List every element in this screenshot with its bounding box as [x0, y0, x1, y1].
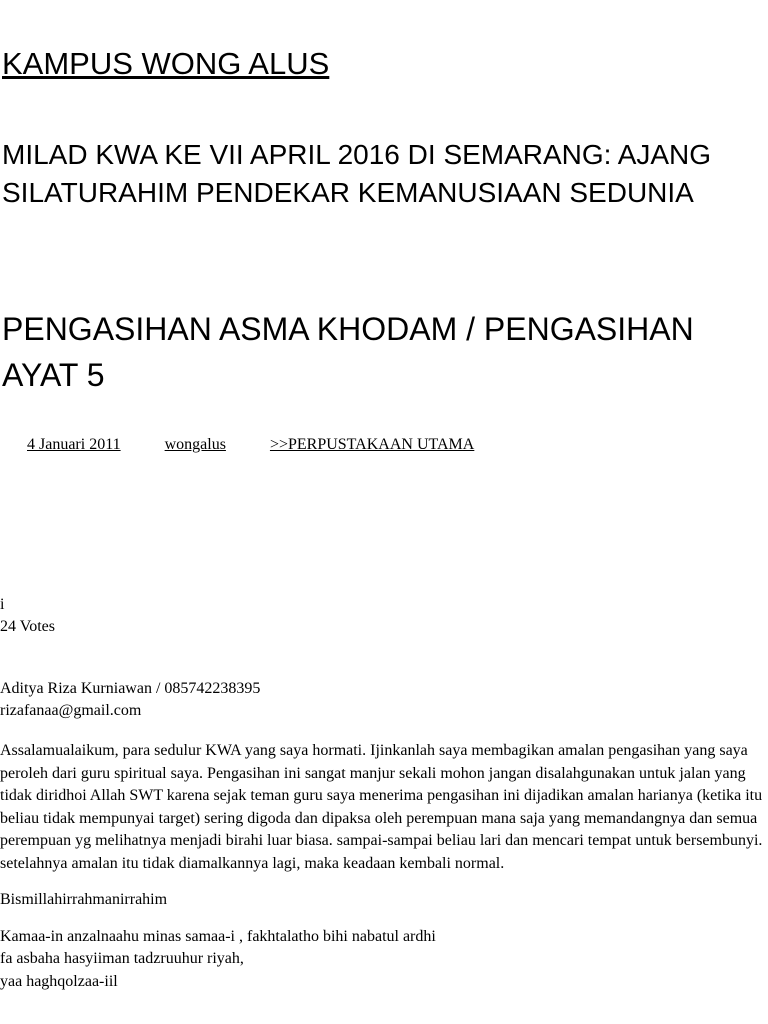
body-paragraph-basmalah: Bismillahirrahmanirrahim [0, 891, 168, 908]
verse-line: Kamaa-in anzalnaahu minas samaa-i , fakhtalatho bihi nabatul ardhi [0, 927, 436, 945]
rating-icon: i [0, 596, 5, 613]
site-title-link[interactable]: KAMPUS WONG ALUS [2, 46, 330, 81]
post-title: PENGASIHAN ASMA KHODAM / PENGASIHAN AYAT 5 [2, 311, 694, 393]
rating-widget [0, 594, 55, 638]
contributor-name-phone: Aditya Riza Kurniawan / 085742238395 [0, 680, 261, 697]
post-author-link[interactable]: wongalus [164, 436, 226, 453]
post-date-link[interactable]: 4 Januari 2011 [27, 436, 121, 453]
post-category-link[interactable]: >>PERPUSTAKAAN UTAMA [269, 436, 475, 453]
post-body [0, 740, 766, 993]
verse-line: yaa haghqolzaa-iil [0, 972, 118, 990]
rating-votes: 24 Votes [0, 618, 55, 635]
body-paragraph-intro: Assalamualaikum, para sedulur KWA yang saya hormati. Ijinkanlah saya membagikan amalan pengasihan yang saya peroleh dari guru spiritual saya. Pengasihan ini sangat manjur sekali mohon jangan disalahgunakan untuk jalan yang tidak diridhoi Allah SWT karena sejak teman guru saya menerima pengasihan ini dijadikan amalan harianya (ketika itu beliau tidak mempunyai target) sering digoda dan dipaksa oleh perempuan mana saja yang memandangnya dan semua perempuan yg melihatnya menjadi birahi luar biasa. sampai-sampai beliau lari dan mencari tempat untuk bersembunyi. setelahnya amalan itu tidak diamalkannya lagi, maka keadaan kembali normal. [0, 742, 763, 872]
contributor-email: rizafanaa@gmail.com [0, 702, 142, 719]
featured-post-title[interactable]: MILAD KWA KE VII APRIL 2016 DI SEMARANG: AJANG SILATURAHIM PENDEKAR KEMANUSIAAN SEDUNIA [2, 139, 712, 208]
contributor-info [0, 678, 260, 722]
verse-line: fa asbaha hasyiiman tadzruuhur riyah, [0, 950, 244, 967]
post-meta [27, 436, 514, 454]
